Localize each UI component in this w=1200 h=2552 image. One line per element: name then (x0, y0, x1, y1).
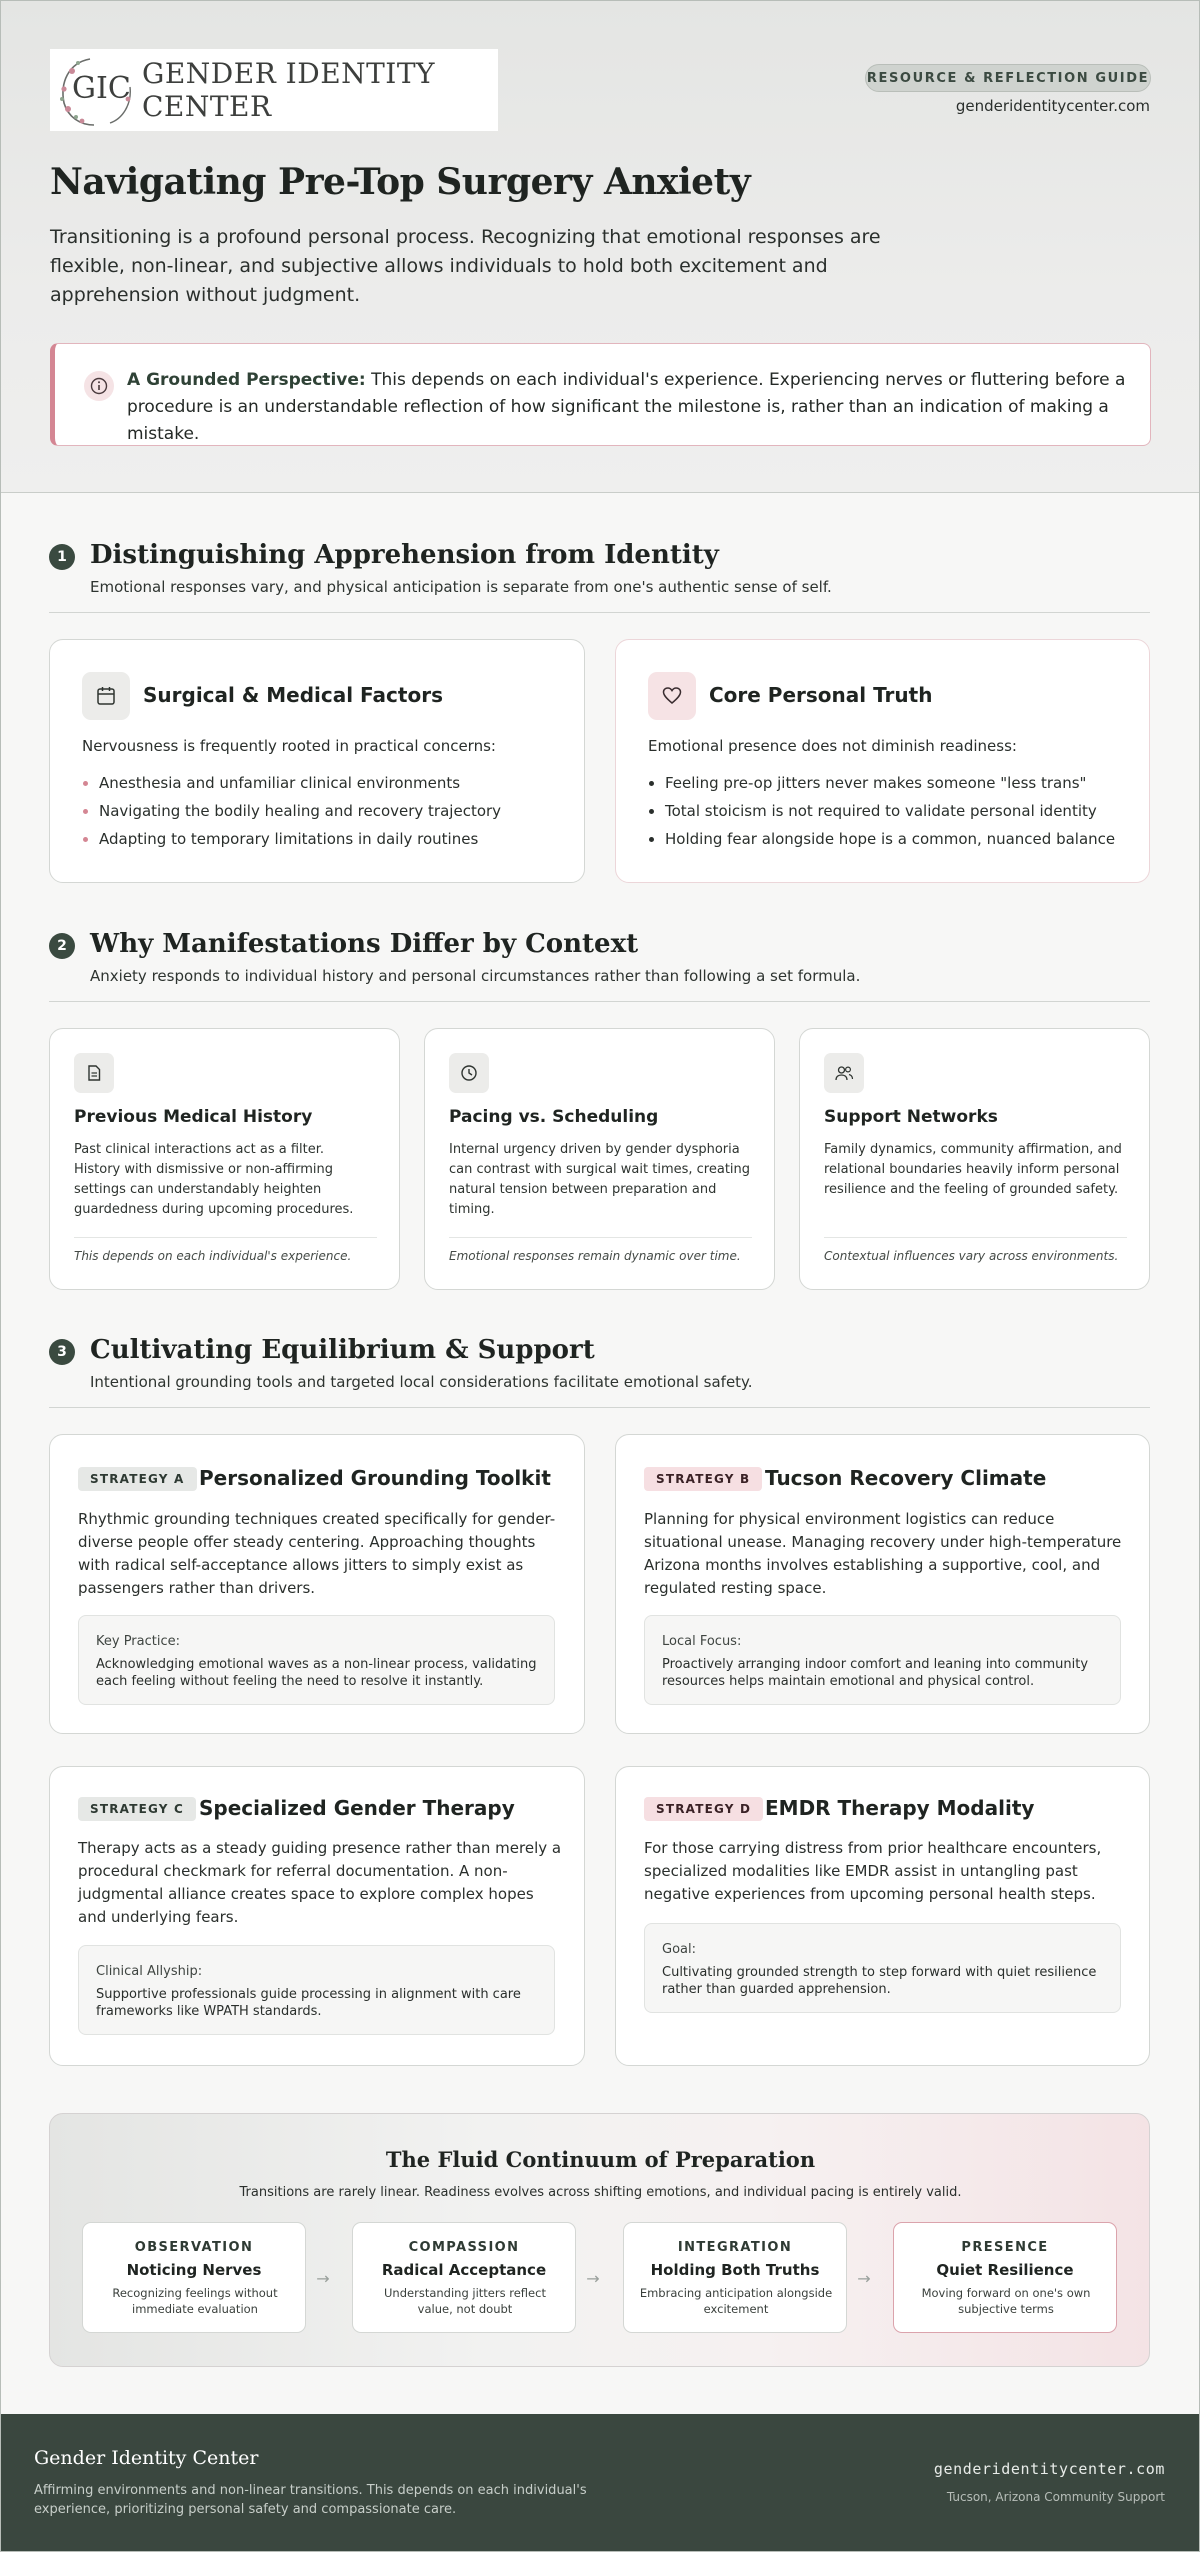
strategy-tag: STRATEGY A (78, 1467, 197, 1491)
card-title: Support Networks (824, 1107, 998, 1127)
inset-label: Clinical Allyship: (96, 1964, 203, 1979)
inset-text: Acknowledging emotional waves as a non-linear process, validating each feeling without feeling the need to resolve it instantly. (96, 1657, 537, 1689)
section-number: 2 (49, 933, 75, 959)
strategy-body: For those carrying distress from prior healthcare encounters, specialized modalities like EMDR assist in untangling past negative experiences from upcoming personal health steps. (644, 1839, 1102, 1903)
section-number: 3 (49, 1339, 75, 1365)
card-divider (74, 1237, 377, 1238)
card-body: Family dynamics, community affirmation, and relational boundaries heavily inform personal resilience and the feeling of grounded safety. (824, 1142, 1122, 1197)
step-kicker: PRESENCE (961, 2240, 1049, 2255)
continuum-step-compassion (352, 2222, 576, 2333)
card-body: Internal urgency driven by gender dysphoria can contrast with surgical wait times, creating natural tension between preparation and timing. (449, 1142, 751, 1217)
core-truth-card (615, 639, 1150, 883)
strategy-body: Rhythmic grounding techniques created specifically for gender-diverse people offer steady centering. Approaching thoughts with radical self-acceptance allows jitters to simply exist as passengers rather than drivers. (78, 1510, 556, 1597)
strategy-title: Specialized Gender Therapy (199, 1796, 515, 1820)
strategy-card-c (49, 1766, 585, 2066)
step-description: Understanding jitters reflect value, not doubt (384, 2286, 546, 2316)
continuum-title: The Fluid Continuum of Preparation (385, 2147, 816, 2172)
callout-body: This depends on each individual's experience. Experiencing nerves or fluttering before a procedure is an understandable reflection of how significant the milestone is, rather than an indication of making a mistake. (127, 370, 1126, 444)
card-note: Emotional responses remain dynamic over time. (449, 1249, 741, 1263)
continuum-step-observation (82, 2222, 306, 2333)
continuum-step-integration (623, 2222, 847, 2333)
context-card-support (799, 1028, 1150, 1290)
strategy-tag: STRATEGY B (644, 1467, 762, 1491)
card-divider (449, 1237, 752, 1238)
section-divider (49, 1001, 1150, 1002)
footer-url[interactable]: genderidentitycenter.com (933, 2460, 1165, 2478)
section-subtitle: Emotional responses vary, and physical anticipation is separate from one's authentic sense of self. (90, 578, 832, 596)
strategy-body: Planning for physical environment logistics can reduce situational unease. Managing recovery under high-temperature Arizona months involves establishing a supportive, cool, and regulated resting space. (644, 1510, 1122, 1597)
card-divider (824, 1237, 1127, 1238)
logo[interactable] (50, 49, 498, 131)
arrow-right-icon: → (586, 2269, 600, 2288)
strategy-title: Tucson Recovery Climate (765, 1466, 1047, 1490)
strategy-card-d (615, 1766, 1150, 2066)
section-number: 1 (49, 544, 75, 570)
callout-text (127, 367, 1137, 448)
strategy-title: EMDR Therapy Modality (765, 1796, 1035, 1820)
logo-monogram: GIC (72, 71, 131, 106)
section-title: Why Manifestations Differ by Context (90, 929, 639, 959)
section-title: Cultivating Equilibrium & Support (90, 1335, 595, 1365)
local-focus-box (644, 1615, 1121, 1705)
card-title: Surgical & Medical Factors (143, 683, 443, 707)
list-item: Adapting to temporary limitations in daily routines (82, 825, 501, 853)
logo-text: GENDER IDENTITY CENTER (142, 57, 436, 123)
factor-list (82, 769, 501, 853)
strategy-title: Personalized Grounding Toolkit (199, 1466, 551, 1490)
step-description: Embracing anticipation alongside excitement (639, 2286, 833, 2316)
card-title: Previous Medical History (74, 1107, 313, 1127)
step-kicker: INTEGRATION (677, 2240, 793, 2255)
list-item: Holding fear alongside hope is a common, nuanced balance (648, 825, 1115, 853)
inset-text: Cultivating grounded strength to step forward with quiet resilience rather than guarded apprehension. (662, 1965, 1097, 1997)
section-subtitle: Intentional grounding tools and targeted local considerations facilitate emotional safety. (90, 1373, 753, 1391)
intro-paragraph: Transitioning is a profound personal process. Recognizing that emotional responses are flexible, non-linear, and subjective allows individuals to hold both excitement and apprehension without judgment. (50, 226, 881, 306)
section-divider (49, 1407, 1150, 1408)
list-item: Total stoicism is not required to validate personal identity (648, 797, 1115, 825)
step-description: Moving forward on one's own subjective terms (921, 2286, 1091, 2316)
arrow-right-icon: → (857, 2269, 871, 2288)
step-kicker: COMPASSION (408, 2240, 520, 2255)
preparation-continuum (49, 2113, 1150, 2367)
step-name: Noticing Nerves (126, 2261, 262, 2279)
arrow-right-icon: → (316, 2269, 330, 2288)
inset-text: Proactively arranging indoor comfort and leaning into community resources helps maintain emotional and physical control. (662, 1657, 1089, 1689)
perspective-callout (50, 343, 1151, 446)
callout-label: A Grounded Perspective: (127, 370, 366, 390)
step-name: Quiet Resilience (936, 2261, 1074, 2279)
guide-badge: RESOURCE & REFLECTION GUIDE (865, 64, 1151, 92)
strategy-tag: STRATEGY C (78, 1797, 196, 1821)
truth-list (648, 769, 1115, 853)
info-icon (84, 371, 114, 401)
logo-mark (50, 49, 140, 131)
site-url[interactable]: genderidentitycenter.com (955, 97, 1150, 115)
clock-icon (449, 1053, 489, 1093)
card-lead: Emotional presence does not diminish readiness: (648, 737, 1017, 755)
card-title: Core Personal Truth (709, 683, 933, 707)
section-title: Distinguishing Apprehension from Identity (90, 540, 719, 570)
calendar-icon (82, 672, 130, 720)
list-item: Navigating the bodily healing and recovery trajectory (82, 797, 501, 825)
heart-icon (648, 672, 696, 720)
footer-location: Tucson, Arizona Community Support (946, 2490, 1165, 2504)
inset-label: Local Focus: (662, 1634, 742, 1649)
step-name: Radical Acceptance (381, 2261, 547, 2279)
section-subtitle: Anxiety responds to individual history and personal circumstances rather than following a set formula. (90, 967, 861, 985)
page-footer (1, 2414, 1199, 2551)
document-icon (74, 1053, 114, 1093)
strategy-card-b (615, 1434, 1150, 1734)
card-body: Past clinical interactions act as a filter. History with dismissive or non-affirming settings can understandably heighten guardedness during upcoming procedures. (74, 1142, 354, 1217)
inset-label: Goal: (662, 1942, 696, 1957)
inset-label: Key Practice: (96, 1634, 181, 1649)
step-name: Holding Both Truths (650, 2261, 820, 2279)
footer-description: Affirming environments and non-linear transitions. This depends on each individual's experience, prioritizing personal safety and compassionate care. (34, 2483, 587, 2517)
continuum-step-presence (893, 2222, 1117, 2333)
page-title: Navigating Pre-Top Surgery Anxiety (50, 161, 751, 203)
card-note: This depends on each individual's experience. (74, 1249, 352, 1263)
inset-text: Supportive professionals guide processing in alignment with care frameworks like WPATH standards. (96, 1987, 521, 2019)
card-title: Pacing vs. Scheduling (449, 1107, 659, 1127)
list-item: Feeling pre-op jitters never makes someone "less trans" (648, 769, 1115, 797)
step-kicker: OBSERVATION (134, 2240, 254, 2255)
context-card-pacing (424, 1028, 775, 1290)
continuum-subtitle: Transitions are rarely linear. Readiness evolves across shifting emotions, and individual pacing is entirely valid. (239, 2185, 962, 2200)
context-card-history (49, 1028, 400, 1290)
surgical-factors-card (49, 639, 585, 883)
strategy-body: Therapy acts as a steady guiding presence rather than merely a procedural checkmark for referral documentation. A non-judgmental alliance creates space to explore complex hopes and underlying fears. (78, 1839, 562, 1926)
people-icon (824, 1053, 864, 1093)
card-note: Contextual influences vary across environments. (824, 1249, 1119, 1263)
page-header (1, 1, 1199, 493)
list-item: Anesthesia and unfamiliar clinical environments (82, 769, 501, 797)
step-description: Recognizing feelings without immediate evaluation (112, 2286, 278, 2316)
section-divider (49, 612, 1150, 613)
goal-box (644, 1923, 1121, 2013)
card-lead: Nervousness is frequently rooted in practical concerns: (82, 737, 496, 755)
clinical-allyship-box (78, 1945, 555, 2035)
strategy-tag: STRATEGY D (644, 1797, 763, 1821)
footer-brand: Gender Identity Center (34, 2447, 259, 2469)
strategy-card-a (49, 1434, 585, 1734)
key-practice-box (78, 1615, 555, 1705)
